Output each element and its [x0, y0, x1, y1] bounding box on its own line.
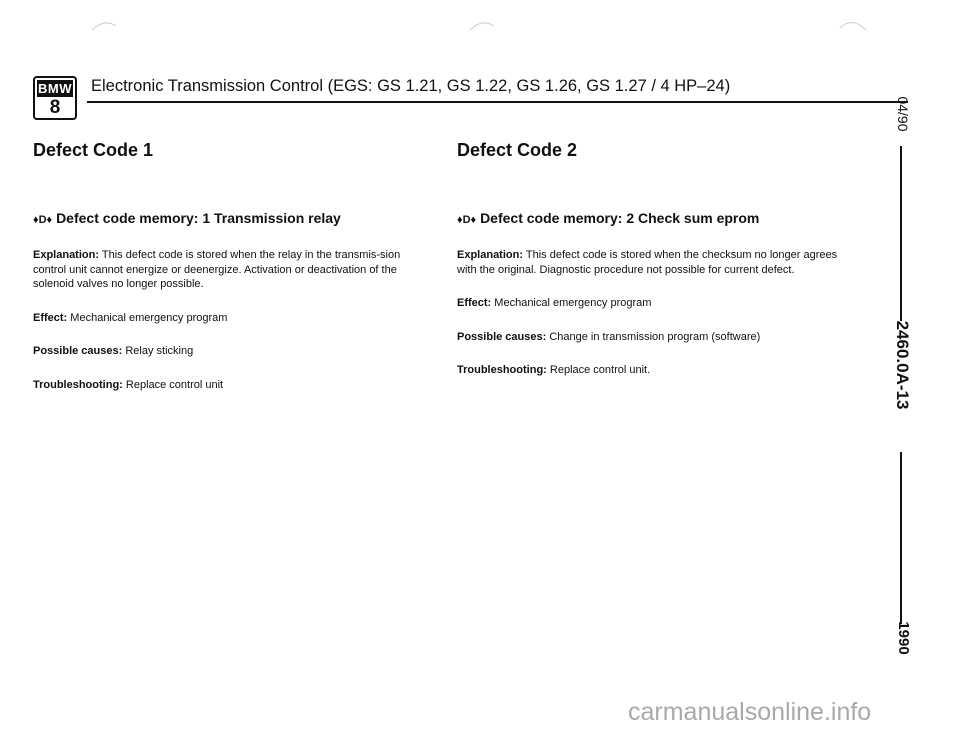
causes-label: Possible causes: — [457, 330, 547, 343]
model-year: 1990 — [895, 621, 912, 655]
watermark: carmanualsonline.info — [628, 698, 872, 726]
explanation-paragraph — [33, 248, 423, 292]
explanation-text: This defect code is stored when the checksum no longer agrees with the original. Diagnostic procedure not possible for current defect. — [457, 249, 838, 276]
troubleshooting-text: Replace control unit. — [549, 364, 651, 376]
hole-mark-left — [92, 23, 116, 30]
defect-code-1-section — [33, 140, 423, 411]
causes-text: Change in transmission program (software) — [549, 330, 761, 343]
effect-text: Mechanical emergency program — [70, 311, 228, 324]
logo-series: 8 — [49, 97, 61, 118]
bmw-8-logo-icon — [33, 76, 77, 120]
page-code: 2460.0A-13 — [893, 320, 912, 410]
causes-text: Relay sticking — [125, 345, 194, 357]
title-divider — [87, 101, 908, 103]
explanation-paragraph — [457, 248, 847, 277]
memory-text: Defect code memory: 1 Transmission relay — [56, 210, 341, 226]
troubleshooting-label: Troubleshooting: — [457, 364, 547, 376]
troubleshooting-paragraph — [457, 363, 847, 378]
effect-label: Effect: — [457, 297, 492, 309]
section-heading: Defect Code 2 — [457, 140, 578, 160]
causes-label: Possible causes: — [33, 345, 123, 357]
section-heading: Defect Code 1 — [33, 140, 154, 160]
page-title: Electronic Transmission Control (EGS: GS 1.21, GS 1.22, GS 1.26, GS 1.27 / 4 HP–24) — [91, 77, 731, 95]
memory-text: Defect code memory: 2 Check sum eprom — [480, 210, 760, 226]
side-margin — [875, 92, 925, 692]
side-divider-lower — [900, 452, 902, 624]
page-header — [33, 76, 903, 126]
effect-paragraph — [33, 311, 423, 326]
memory-heading — [457, 210, 847, 248]
causes-paragraph — [457, 330, 847, 345]
effect-label: Effect: — [33, 311, 68, 324]
causes-paragraph — [33, 344, 423, 359]
effect-text: Mechanical emergency program — [494, 297, 652, 309]
diagnostic-symbol: ♦D♦ — [33, 214, 53, 226]
diagnostic-symbol: ♦D♦ — [457, 214, 477, 226]
explanation-label: Explanation: — [33, 249, 100, 261]
hole-mark-center — [470, 23, 494, 30]
explanation-text: This defect code is stored when the relay in the transmis-sion control unit cannot energize or deenergize. Activation or deactivation of the solenoid valves no longer possible. — [33, 249, 401, 290]
troubleshooting-text: Replace control unit — [125, 378, 224, 391]
memory-heading — [33, 210, 423, 248]
troubleshooting-paragraph — [33, 378, 423, 393]
revision-date: 04/90 — [895, 96, 911, 132]
binder-hole-marks — [0, 0, 960, 80]
defect-code-2-section — [457, 140, 847, 397]
troubleshooting-label: Troubleshooting: — [33, 378, 123, 391]
side-divider-upper — [900, 146, 902, 321]
hole-mark-right — [840, 22, 866, 30]
explanation-label: Explanation: — [457, 249, 524, 261]
logo-brand: BMW — [38, 81, 72, 96]
effect-paragraph — [457, 296, 847, 311]
